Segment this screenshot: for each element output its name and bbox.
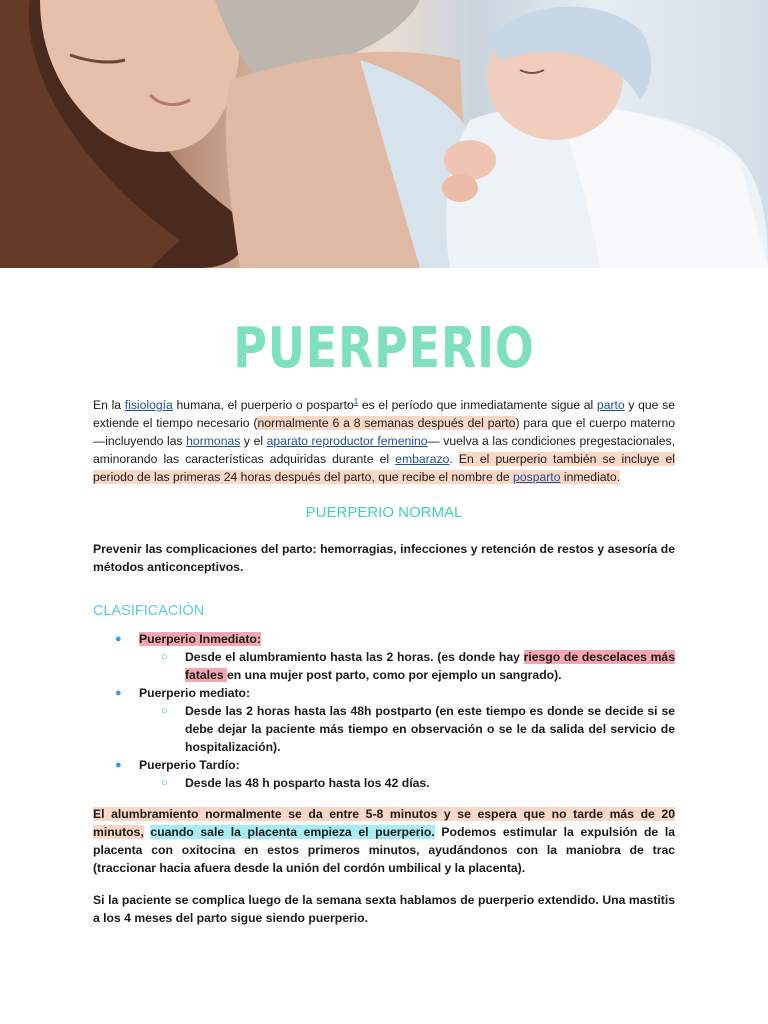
item-label: Puerperio mediato: [139,686,251,700]
circle-bullet-icon: ○ [161,651,168,663]
page-title: PUERPERIO [233,316,535,381]
sub-list-item: ○ Desde las 48 h posparto hasta los 42 días. [161,776,430,790]
list-item [93,630,675,684]
link-hormonas[interactable]: hormonas [186,434,241,448]
heading-puerperio-normal: PUERPERIO NORMAL [305,504,463,521]
document-body [93,396,675,927]
bullet-icon: ● [115,633,122,645]
highlight-riesgo: riesgo de descelaces más fatales [185,650,675,682]
extendido-paragraph: Si la paciente se complica luego de la semana sexta hablamos de puerperio extendido. Una mastitis a los 4 meses del parto sigue siendo puerperio. [93,893,675,925]
heading-clasificacion: CLASIFICACIÓN [93,603,205,619]
item-label: Puerperio Tardío: [139,758,240,772]
circle-bullet-icon: ○ [161,705,168,717]
link-embarazo[interactable]: embarazo [395,452,450,466]
sub-list [139,648,675,684]
bullet-icon: ● [115,687,122,699]
highlight-duration: normalmente 6 a 8 semanas después del parto [257,416,516,430]
item-label: Puerperio Inmediato: [139,632,261,646]
bullet-icon: ● [115,759,122,771]
list-item [93,756,675,792]
alumbramiento-paragraph: El alumbramiento normalmente se da entre 5-8 minutos y se espera que no tarde más de 20 minutos, cuando sale la placenta empieza el puerperio. Podemos estimular la expulsión de la placenta con oxitocina en estos primeros minutos, ayudándonos con la maniobra de trac (traccionar hacia afuera desde la unión del cordón umbilical y la placenta). [93,807,675,875]
list-item [93,684,675,756]
link-aparato-reproductor[interactable]: aparato reproductor femenino [266,434,428,448]
classification-list [93,630,675,792]
footnote-link[interactable]: 1 [353,396,359,406]
circle-bullet-icon: ○ [161,777,168,789]
highlight-24-hours: En el puerperio también se incluye el periodo de las primeras 24 horas después del parto, que recibe el nombre de posparto inmediato. [93,452,676,484]
link-parto[interactable]: parto [596,398,625,412]
intro-paragraph: En la fisiología humana, el puerperio o posparto$^1$ es el período que inmediatamente sigue al parto y que se extiende el tiempo necesario (normalmente 6 a 8 semanas después del parto) para que el cuerpo materno —incluyendo las hormonas y el aparato reproductor femenino— vuelva a las condiciones pregestacionales, aminorando las características adquiridas durante el embarazo. En el puerperio también se incluye el periodo de las primeras 24 horas después del parto, que recibe el nombre de posparto inmediato. [93,396,676,484]
mother-and-baby-illustration [0,0,768,268]
highlight-alumbramiento: El alumbramiento normalmente se da entre 5-8 minutos y se espera que no tarde más de 20 minutos, [93,807,675,839]
link-fisiologia[interactable]: fisiología [124,398,173,412]
sub-list-item: ○ Desde el alumbramiento hasta las 2 horas. (es donde hay riesgo de descelaces más fatales en una mujer post parto, como por ejemplo un sangrado). [161,650,675,682]
highlight-placenta: cuando sale la placenta empieza el puerperio. [150,825,435,839]
sub-list [139,702,675,756]
normal-body: Prevenir las complicaciones del parto: hemorragias, infecciones y retención de restos y asesoría de métodos anticonceptivos. [93,542,675,574]
sub-list [139,774,675,792]
link-posparto[interactable]: posparto [513,470,561,484]
sub-list-item: ○ Desde las 2 horas hasta las 48h postparto (en este tiempo es donde se decide si se debe dejar la paciente más tiempo en observación o se le da salida del servicio de hospitalización). [161,704,675,754]
hero-image [0,0,768,268]
